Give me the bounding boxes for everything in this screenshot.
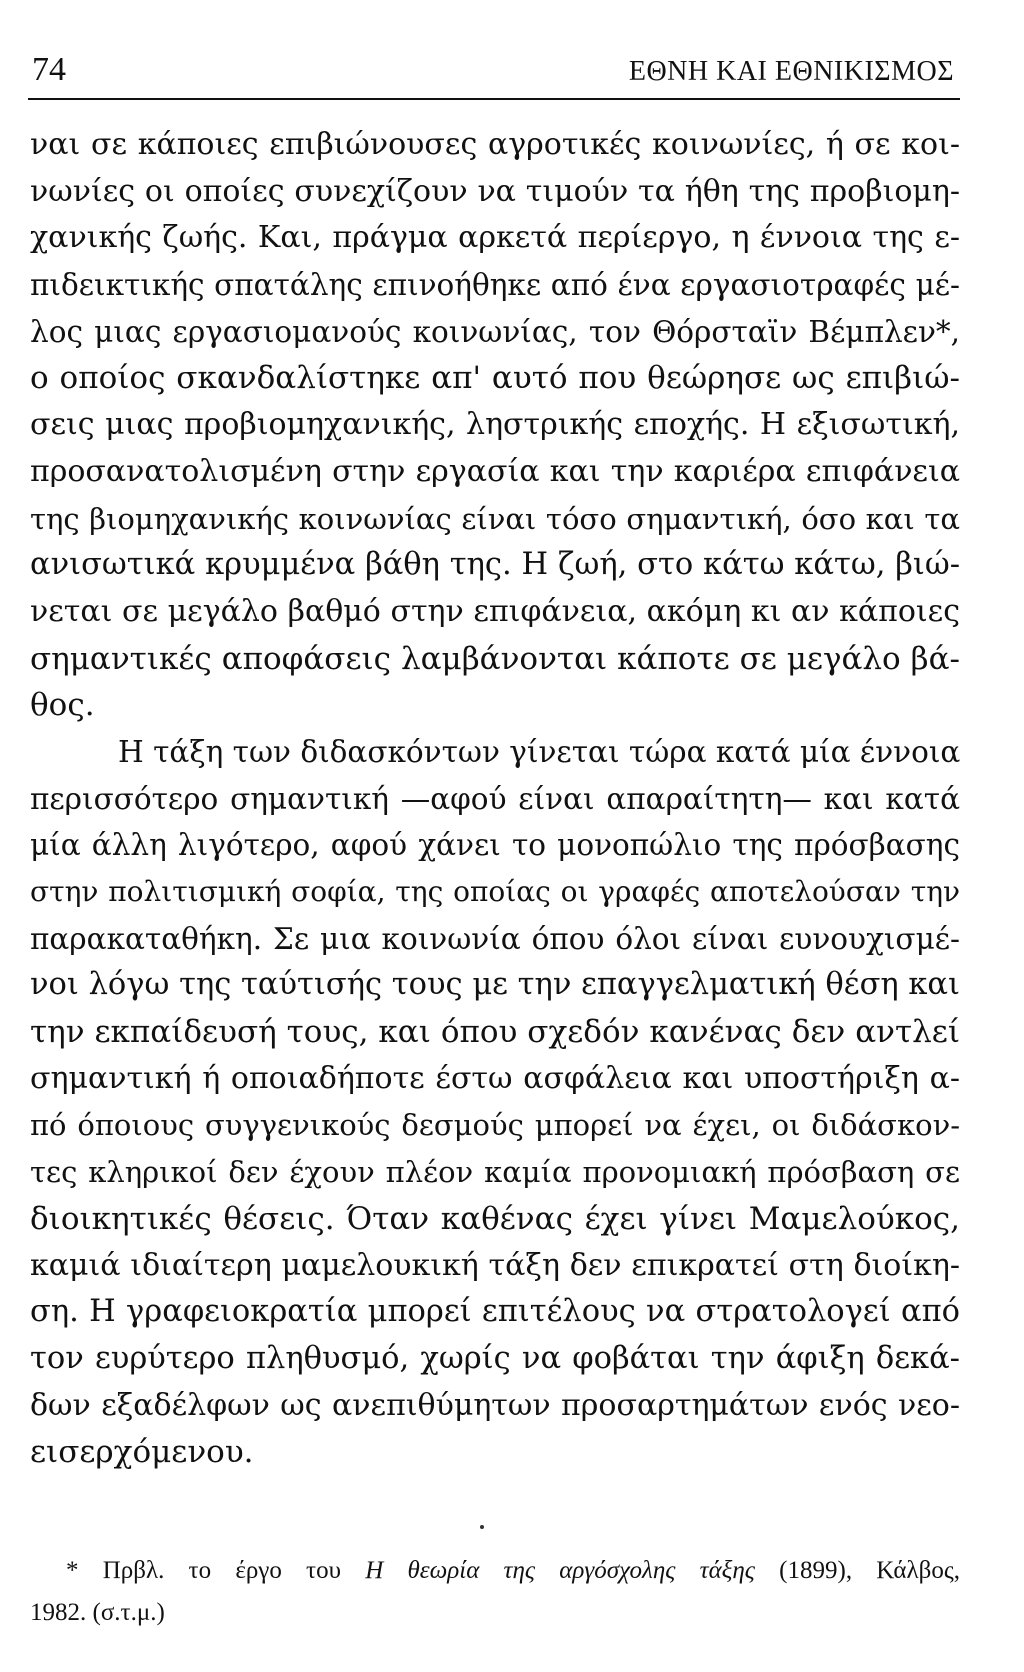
text-line: νεται σε μεγάλο βαθμό στην επιφάνεια, ακόμη κι αν κάποιες: [30, 593, 960, 629]
text-line: ο οποίος σκανδαλίστηκε απ' αυτό που θεώρησε ως επιβιώ-: [30, 360, 960, 397]
text-line: ανισωτικά κρυμμένα βάθη της. Η ζωή, στο κάτω κάτω, βιώ-: [30, 547, 960, 583]
text-line: χανικής ζωής. Και, πράγμα αρκετά περίεργο, η έννοια της ε-: [30, 220, 960, 256]
paragraph-start-line: Η τάξη των διδασκόντων γίνεται τώρα κατά μία έννοια: [118, 734, 961, 769]
footnote: [30, 1550, 960, 1634]
body-text: [30, 122, 960, 1476]
text-line: σεις μιας προβιομηχανικής, ληστρικής εποχής. Η εξισωτική,: [30, 407, 960, 443]
text-line: πό όποιους συγγενικούς δεσμούς μπορεί να έχει, οι διδάσκον-: [30, 1108, 960, 1143]
text-line: τες κληρικοί δεν έχουν πλέον καμία προνομιακή πρόσβαση σε: [30, 1155, 960, 1190]
text-line: νωνίες οι οποίες συνεχίζουν να τιμούν τα ήθη της προβιομη-: [30, 173, 960, 209]
text-line: τον ευρύτερο πληθυσμό, χωρίς να φοβάται την άφιξη δεκά-: [30, 1340, 960, 1376]
text-line: καμιά ιδιαίτερη μαμελουκική τάξη δεν επικρατεί στη διοίκη-: [30, 1247, 960, 1283]
text-line: θος.: [30, 687, 95, 724]
text-line: την εκπαίδευσή τους, και όπου σχεδόν κανένας δεν αντλεί: [30, 1014, 960, 1051]
text-line: της βιομηχανικής κοινωνίας είναι τόσο σημαντική, όσο και τα: [30, 501, 960, 536]
text-line: διοικητικές θέσεις. Όταν καθένας έχει γίνει Μαμελούκος,: [30, 1200, 960, 1237]
footnote-line: [30, 1550, 960, 1592]
text-line: σημαντική ή οποιαδήποτε έστω ασφάλεια και υποστήριξη α-: [30, 1060, 960, 1096]
text-line: περισσότερο σημαντική —αφού είναι απαραίτητη— και κατά: [30, 781, 960, 816]
text-line: λος μιας εργασιομανούς κοινωνίας, τον Θόρσταϊν Βέμπλεν*,: [30, 314, 960, 349]
text-line: νοι λόγω της ταύτισής τους με την επαγγελματική θέση και: [30, 967, 960, 1003]
footnote-marker: *: [66, 1557, 79, 1584]
footnote-book-title: Η θεωρία της αργόσχολης τάξης: [365, 1557, 755, 1584]
text-line: παρακαταθήκη. Σε μια κοινωνία όπου όλοι είναι ευνουχισμέ-: [30, 921, 960, 956]
page-header: [28, 50, 960, 100]
text-line: ναι σε κάποιες επιβιώνουσες αγροτικές κοινωνίες, ή σε κοι-: [30, 127, 960, 162]
running-title: ΕΘΝΗ ΚΑΙ ΕΘΝΙΚΙΣΜΟΣ: [628, 56, 954, 87]
stray-dot: [480, 1525, 484, 1529]
text-line: προσανατολισμένη στην εργασία και την καριέρα επιφάνεια: [30, 453, 960, 489]
page-number: 74: [32, 51, 66, 88]
text-line: μία άλλη λιγότερο, αφού χάνει το μονοπώλιο της πρόσβασης: [30, 828, 960, 863]
footnote-prefix: Πρβλ. το έργο του: [102, 1557, 341, 1584]
footnote-line-2: 1982. (σ.τ.μ.): [30, 1599, 165, 1626]
footnote-suffix: (1899), Κάλβος,: [779, 1557, 961, 1584]
text-line: εισερχόμενου.: [30, 1434, 254, 1471]
text-line: ση. Η γραφειοκρατία μπορεί επιτέλους να στρατολογεί από: [30, 1294, 960, 1330]
text-line: σημαντικές αποφάσεις λαμβάνονται κάποτε σε μεγάλο βά-: [30, 640, 960, 677]
text-line: πιδεικτικής σπατάλης επινοήθηκε από ένα εργασιοτραφές μέ-: [30, 268, 960, 303]
text-line: δων εξαδέλφων ως ανεπιθύμητων προσαρτημάτων ενός νεο-: [30, 1387, 960, 1423]
text-line: στην πολιτισμική σοφία, της οποίας οι γραφές αποτελούσαν την: [30, 875, 960, 908]
